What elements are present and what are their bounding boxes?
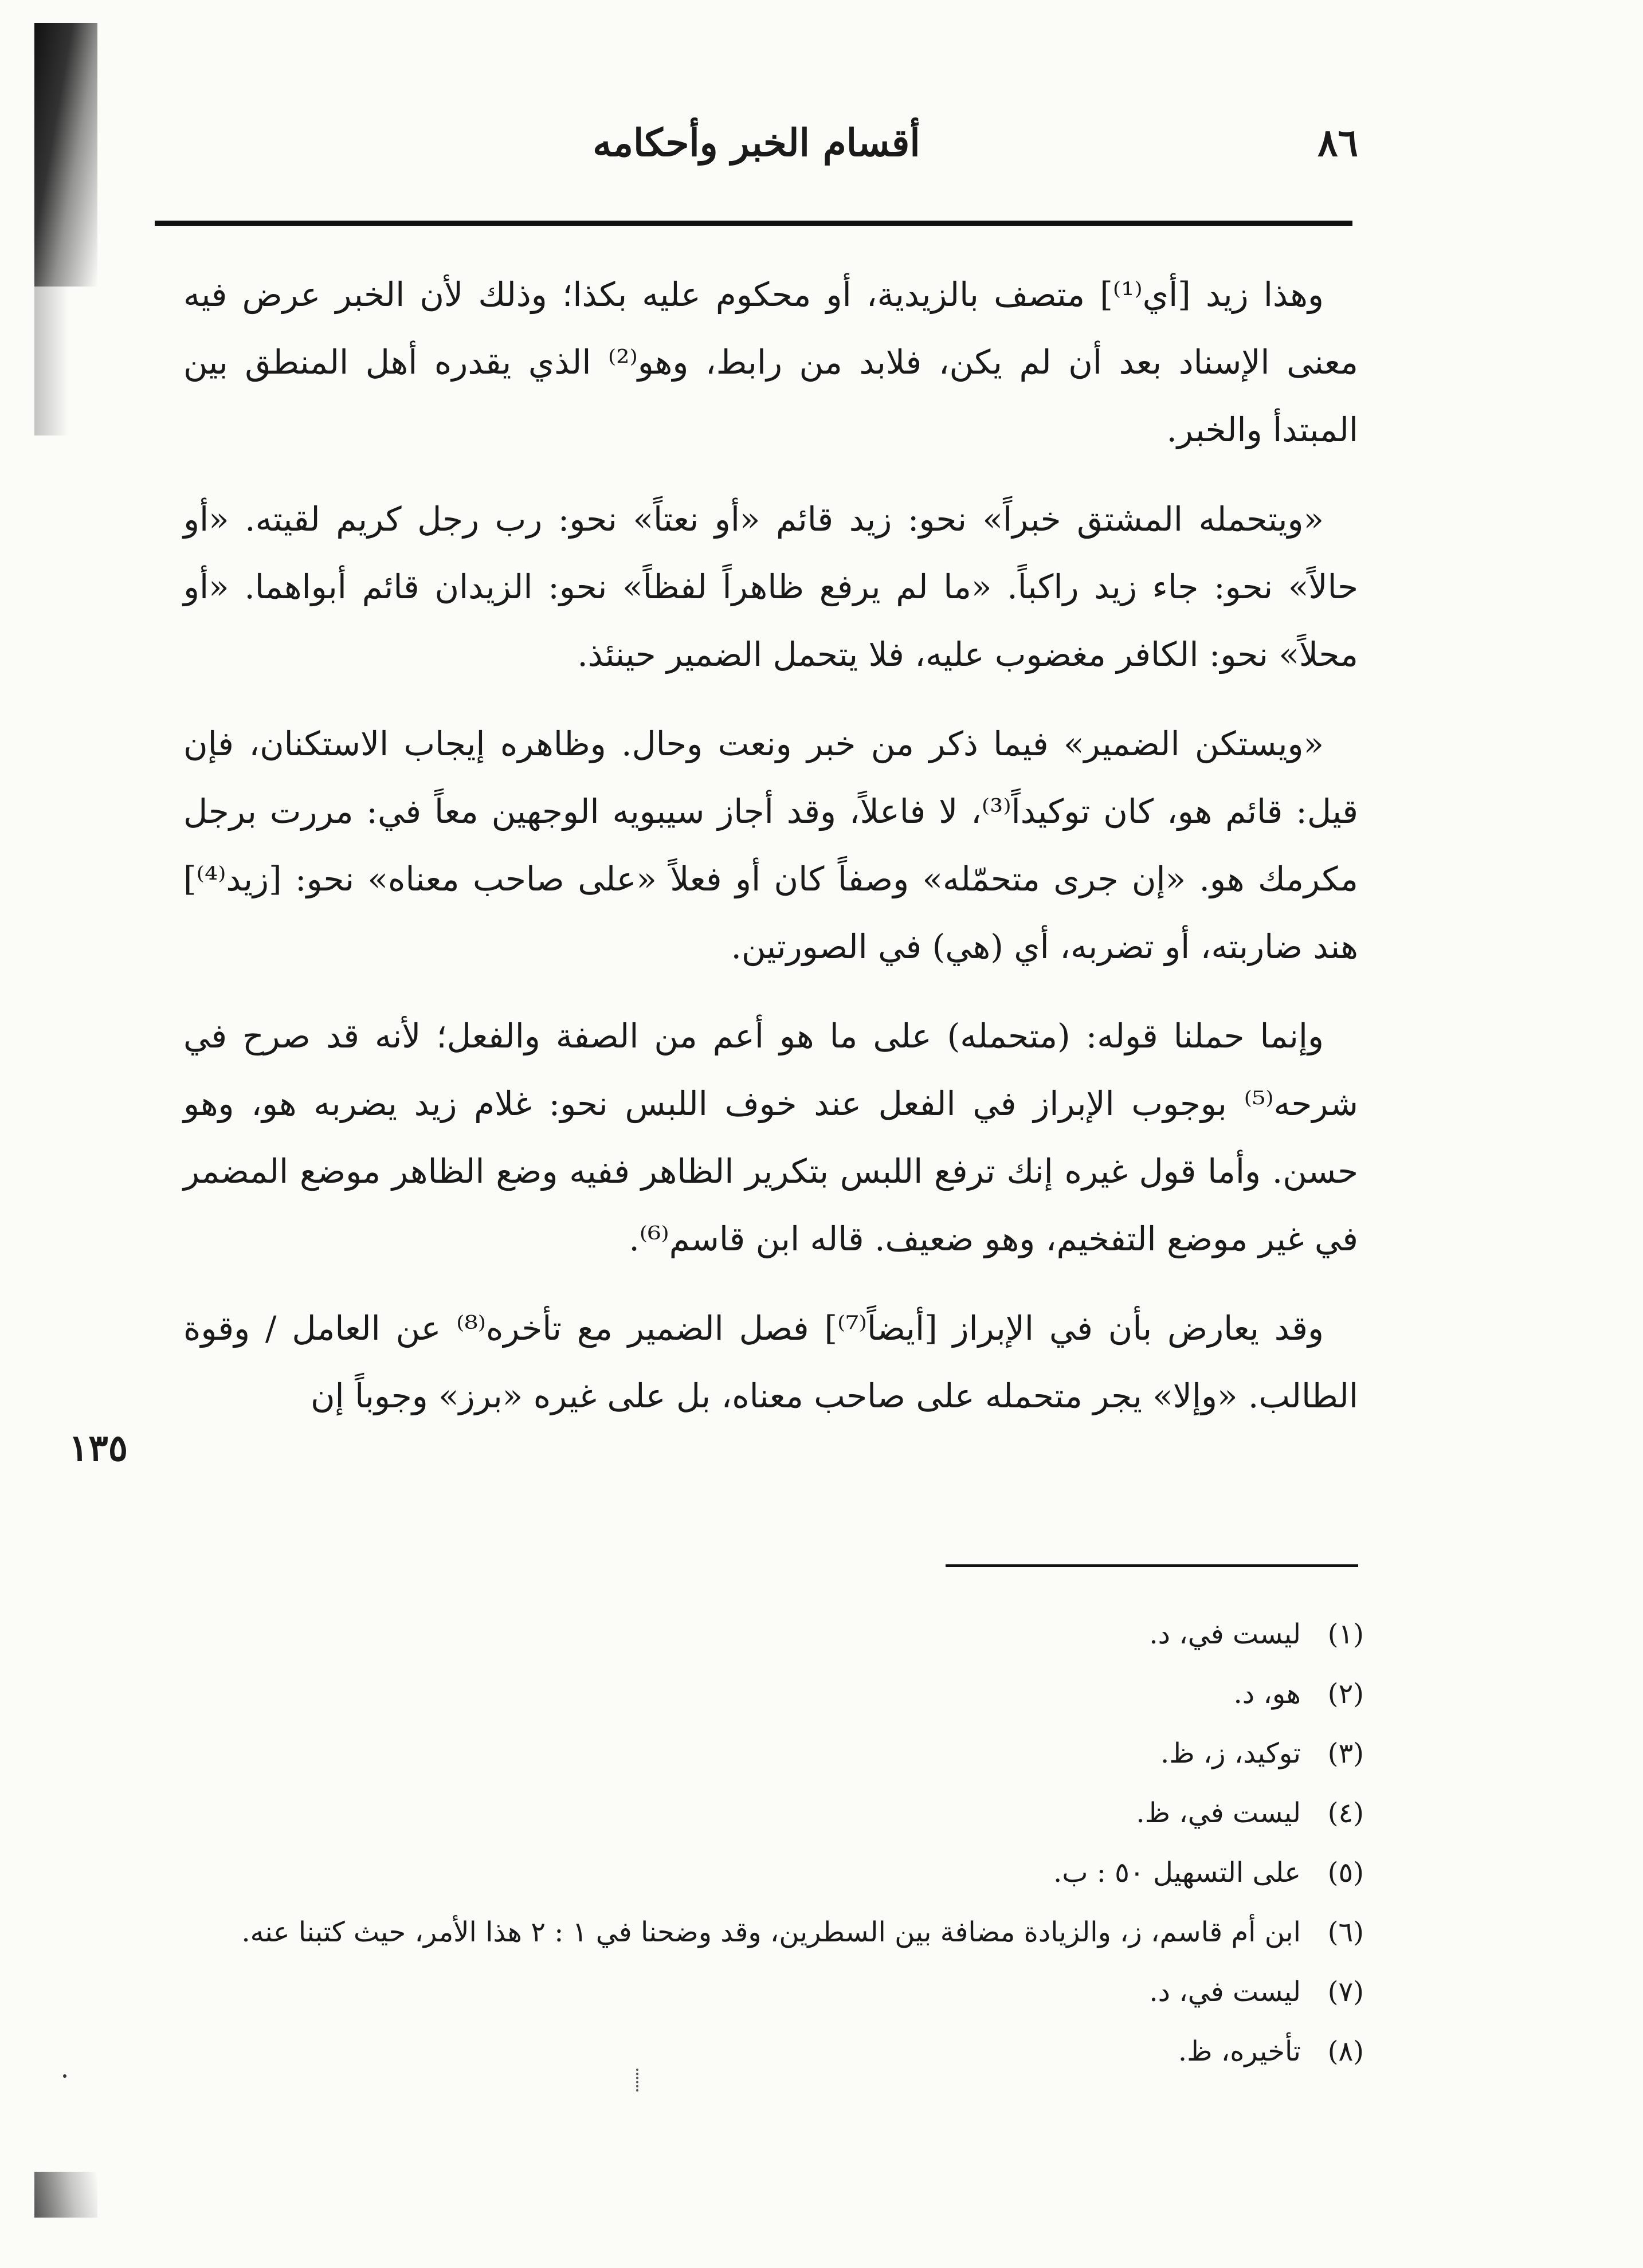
footnotes [183, 1604, 1364, 2081]
paragraph: وقد يعارض بأن في الإبراز [أيضاً⁽⁷⁾] فصل الضمير مع تأخره⁽⁸⁾ عن العامل / وقوة الطالب. «وإلا» يجر متحمله على صاحب معناه، بل على غيره «برز» وجوباً إن [183, 1309, 1358, 1415]
footnote-number: (٥) [1327, 1857, 1364, 1889]
scan-corner-shadow [34, 2172, 97, 2218]
footnote-separator [946, 1564, 1358, 1567]
footnote-number: (٨) [1327, 2035, 1364, 2067]
footnote [183, 1962, 1364, 2022]
scan-speck [636, 2069, 641, 2092]
page-header [155, 109, 1358, 189]
footnote-number: (٣) [1327, 1737, 1364, 1769]
footnote-text: ليست في، ظ. [1136, 1797, 1301, 1829]
footnote [183, 1604, 1364, 1664]
footnote-text: هو، د. [1233, 1678, 1301, 1710]
footnote-text: على التسهيل ٥٠ : ب. [1053, 1857, 1301, 1889]
footnote [183, 1783, 1364, 1843]
footnote [183, 1724, 1364, 1783]
header-rule [155, 221, 1352, 226]
paragraph: وإنما حملنا قوله: (متحمله) على ما هو أعم من الصفة والفعل؛ لأنه قد صرح في شرحه⁽⁵⁾ بوجوب الإبراز في الفعل عند خوف اللبس نحو: غلام زيد يضربه هو، وهو حسن. وأما قول غيره إنك ترفع اللبس بتكرير الظاهر ففيه وضع الظاهر موضع المضمر في غير موضع التفخيم، وهو ضعيف. قاله ابن قاسم⁽⁶⁾. [183, 1017, 1358, 1258]
footnote-number: (١) [1327, 1618, 1364, 1650]
footnote-text: تأخيره، ظ. [1178, 2035, 1301, 2067]
footnote-number: (٧) [1327, 1976, 1364, 2008]
manuscript-folio-number: ١٣٥ [69, 1427, 128, 1470]
running-title: أقسام الخبر وأحكامه [593, 120, 920, 165]
paragraph: «ويتحمله المشتق خبراً» نحو: زيد قائم «أو نعتاً» نحو: رب رجل كريم لقيته. «أو حالاً» نحو: جاء زيد راكباً. «ما لم يرفع ظاهراً لفظاً» نحو: الزيدان قائم أبواهما. «أو محلاً» نحو: الكافر مغضوب عليه، فلا يتحمل الضمير حينئذ. [183, 500, 1358, 674]
footnote [183, 1664, 1364, 1724]
footnote-text: توكيد، ز، ظ. [1160, 1737, 1301, 1769]
main-text [183, 261, 1358, 1451]
paragraph: «ويستكن الضمير» فيما ذكر من خبر ونعت وحال. وظاهره إيجاب الاستكنان، فإن قيل: قائم هو، كان توكيداً⁽³⁾، لا فاعلاً، وقد أجاز سيبويه الوجهين معاً في: مررت برجل مكرمك هو. «إن جرى متحمّله» وصفاً كان أو فعلاً «على صاحب معناه» نحو: [زيد⁽⁴⁾] هند ضاربته، أو تضربه، أي (هي) في الصورتين. [183, 724, 1359, 966]
scan-edge-shadow-lower [34, 287, 69, 435]
footnote-text: ابن أم قاسم، ز، والزيادة مضافة بين السطرين، وقد وضحنا في ١ : ٢ هذا الأمر، حيث كتبنا عنه. [241, 1916, 1301, 1948]
footnote [183, 1843, 1364, 1902]
page-number: ٨٦ [1317, 120, 1358, 165]
footnote [183, 2022, 1364, 2081]
scan-edge-shadow [34, 23, 97, 287]
paragraph: وهذا زيد [أي⁽¹⁾] متصف بالزيدية، أو محكوم عليه بكذا؛ وذلك لأن الخبر عرض فيه معنى الإسناد بعد أن لم يكن، فلابد من رابط، وهو⁽²⁾ الذي يقدره أهل المنطق بين المبتدأ والخبر. [183, 275, 1358, 449]
footnote [183, 1902, 1364, 1962]
footnote-text: ليست في، د. [1149, 1618, 1301, 1650]
footnote-text: ليست في، د. [1149, 1976, 1301, 2008]
footnote-number: (٤) [1327, 1797, 1364, 1829]
scan-speck [63, 2074, 66, 2078]
footnote-number: (٢) [1327, 1678, 1364, 1710]
footnote-number: (٦) [1327, 1916, 1364, 1948]
